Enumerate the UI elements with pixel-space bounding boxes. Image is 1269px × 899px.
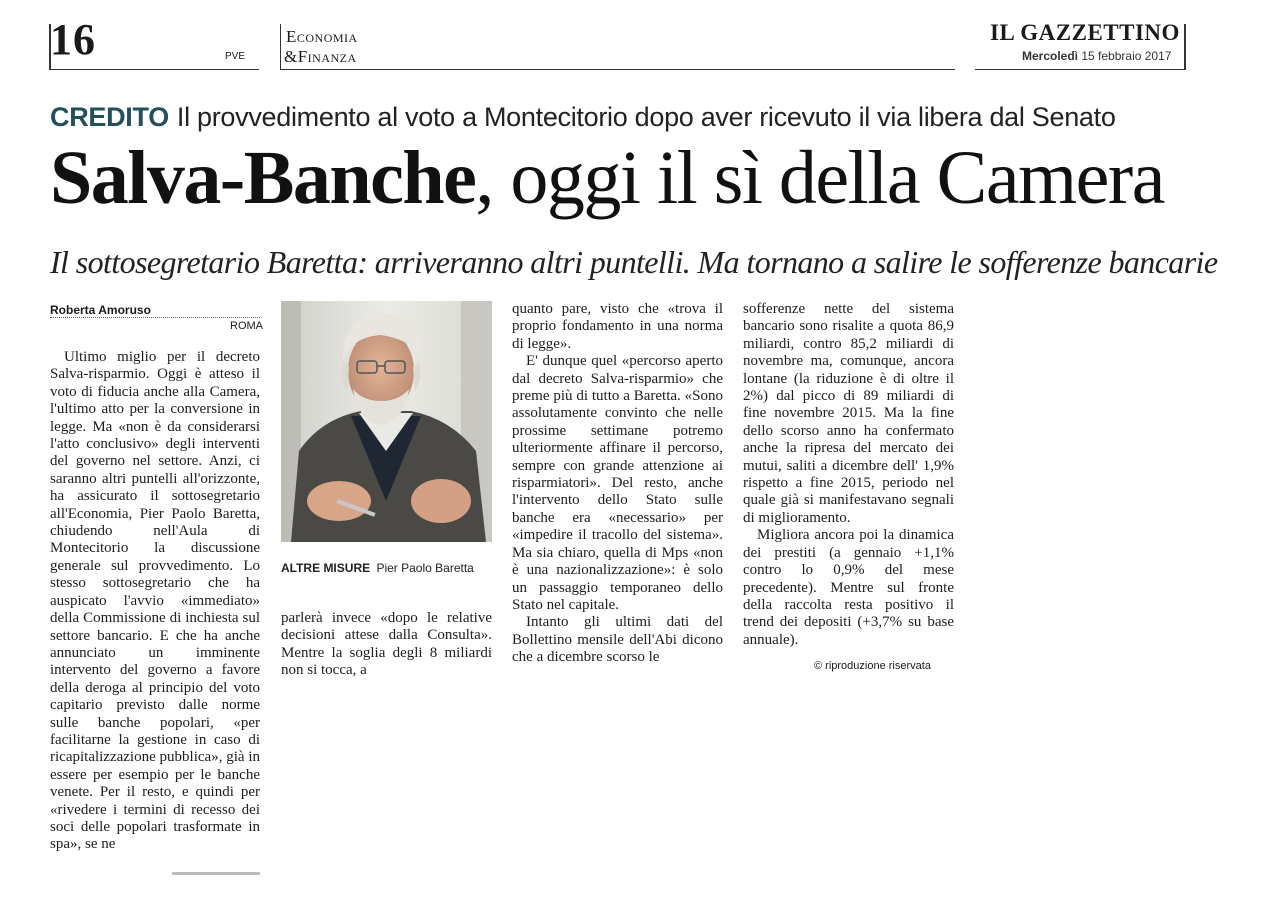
section-title-line1: Economia	[286, 27, 358, 46]
headline-rest: , oggi il sì della Camera	[475, 136, 1164, 220]
headline	[50, 135, 1164, 221]
edition-code: PVE	[225, 51, 246, 62]
paragraph: Migliora ancora poi la dinamica dei prestiti (a gennaio +1,1% contro lo 0,9% del mese precedente). Mentre sul fronte della raccolta resta positivo il trend dei depositi (+3,7% su base annuale).	[743, 527, 954, 648]
author-byline: Roberta Amoruso	[50, 303, 151, 317]
section-title-line2: &Finanza	[284, 47, 357, 66]
kicker	[50, 100, 1116, 134]
article-column-3	[512, 301, 723, 667]
section-underline	[280, 69, 955, 70]
paragraph: Ultimo miglio per il decreto Salva-risparmio. Oggi è atteso il voto di fiducia anche alla Camera, l'ultimo atto per la conversione in legge. Ma «non è da considerarsi l'atto conclusivo» degli interventi del governo nel settore. Anzi, ci saranno altri puntelli all'orizzonte, ha assicurato il sottosegretario all'Economia, Pier Paolo Baretta, chiudendo nell'Aula di Montecitorio la discussione generale sul provvedimento. Lo stesso sottosegretario che ha auspicato l'avvio «immediato» della Commissione di inchiesta sul settore bancario. E che ha anche annunciato un imminente intervento del governo a favore della deroga al principio del voto capitario previsto dalle norme sulle banche popolari, «per facilitarne la gestione in caso di ricapitalizzazione pubblica», già in essere per esempio per le banche venete. Per il resto, e quindi per «rivedere i termini di recesso dei soci delle popolari trasformate in spa», se ne	[50, 349, 260, 853]
column-shadow	[172, 872, 260, 875]
issue-weekday: Mercoledì	[1022, 49, 1079, 63]
paragraph: Intanto gli ultimi dati del Bollettino mensile dell'Abi dicono che a dicembre scorso le	[512, 614, 723, 666]
paragraph: E' dunque quel «percorso aperto dal decreto Salva-risparmio» che preme più di tutto a Baretta. «Sono assolutamente convinto che nelle prossime settimane potremo ulteriormente affinare il percorso, sempre con grande attenzione ai risparmiatori». Del resto, anche l'intervento dello Stato sulle banche era «necessario» per «impedire il tracollo del sistema». Ma sia chiaro, quella di Mps «non è una nazionalizzazione»: è solo un passaggio temporaneo dello Stato nel capitale.	[512, 353, 723, 613]
caption-tag: ALTRE MISURE	[281, 561, 371, 575]
kicker-text: Il provvedimento al voto a Montecitorio dopo aver ricevuto il via libera dal Senato	[176, 102, 1116, 132]
article-column-2	[281, 610, 492, 680]
masthead-right-rule	[1184, 24, 1186, 70]
headline-bold: Salva-Banche	[50, 136, 476, 220]
paragraph: parlerà invece «dopo le relative decisioni attese dalla Consulta». Mentre la soglia degli 8 miliardi non si tocca, a	[281, 610, 492, 679]
portrait-photo	[281, 301, 492, 542]
paragraph: sofferenze nette del sistema bancario sono risalite a quota 86,9 miliardi, contro 85,2 miliardi di novembre ma, comunque, ancora lontane (la riduzione è di oltre il 2%) dal picco di 89 miliardi di fine novembre 2015. Ma la fine dello scorso anno ha confermato anche la ripresa del mercato dei mutui, saliti a dicembre dell' 1,9% rispetto a fine 2015, periodo nel quale già si manifestavano segnali di miglioramento.	[743, 301, 954, 526]
newspaper-name: IL GAZZETTINO	[990, 20, 1180, 45]
section-rule-vertical	[280, 24, 281, 70]
issue-date	[1022, 49, 1171, 63]
kicker-tag: CREDITO	[50, 102, 169, 132]
article-column-1	[50, 349, 260, 854]
issue-day: 15 febbraio 2017	[1081, 49, 1172, 63]
paragraph: quanto pare, visto che «trova il proprio fondamento in una norma di legge».	[512, 301, 723, 352]
caption-text: Pier Paolo Baretta	[376, 561, 474, 575]
article-column-4	[743, 301, 954, 649]
subheadline: Il sottosegretario Baretta: arriveranno altri puntelli. Ma tornano a salire le sofferenze bancarie	[50, 244, 1218, 280]
copyright-note: © riproduzione riservata	[814, 660, 931, 672]
portrait-illustration	[281, 301, 492, 542]
page-number: 16	[50, 15, 96, 64]
dateline: ROMA	[230, 320, 263, 332]
masthead-left-underline	[49, 69, 259, 70]
photo-caption	[281, 561, 474, 575]
masthead-right-underline	[975, 69, 1186, 70]
byline-divider	[50, 317, 260, 318]
